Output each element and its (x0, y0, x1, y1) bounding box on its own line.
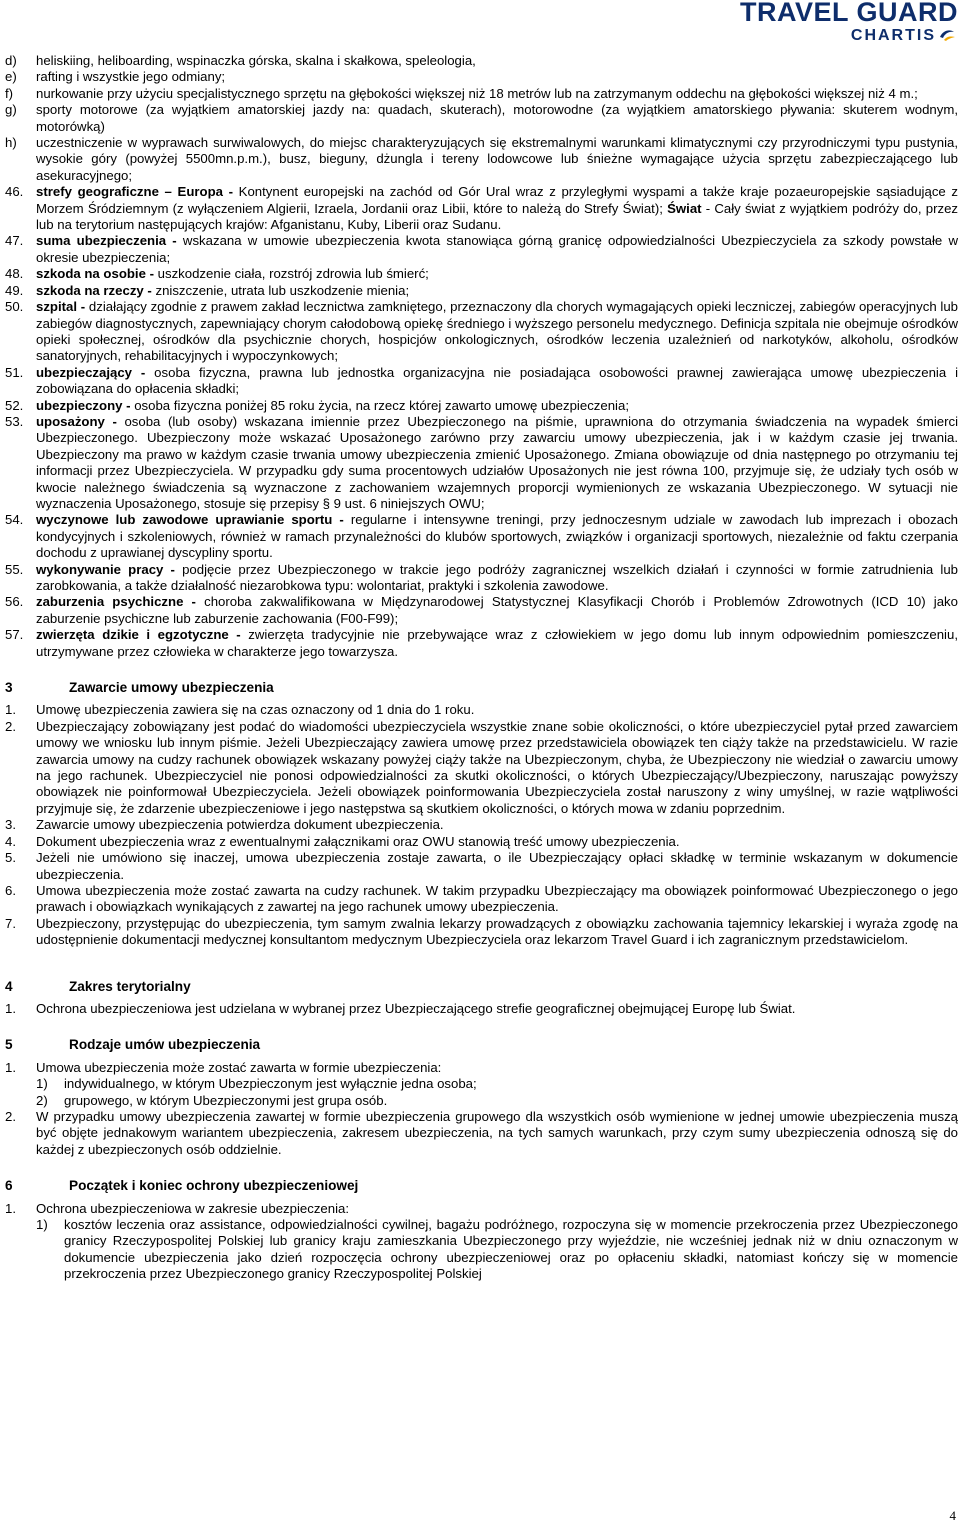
definition-term: uposażony - (36, 413, 117, 429)
list-item: 1. Ochrona ubezpieczeniowa w zakresie ubezpieczenia: (5, 1200, 350, 1216)
list-subitem: 1) indywidualnego, w którym Ubezpieczonym jest wyłącznie jedna osoba; (36, 1076, 477, 1092)
definition-term: wyczynowe lub zawodowe uprawianie sportu - (36, 512, 344, 528)
list-item: d) heliskiing, heliboarding, wspinaczka górska, skalna i skałkowa, speleologia, (5, 53, 476, 68)
definition-term: szkoda na rzeczy - (36, 282, 152, 298)
definition-item: 46. strefy geograficzne – Europa - Kontynent europejski na zachód od Gór Ural wraz z przyległymi wyspami a także kraje pozaeuropejskie sąsiadujące z Morzem Śródziemnym (z wyłączeniem Algierii, Izraela, Jordanii oraz Libii, które to należą do Strefy Świat); Świat - Cały świat z wyjątkiem podróży do, przez lub na terytorium następujących krajów: Afganistanu, Kuby, Liberii oraz Sudanu. (5, 184, 959, 233)
definition-item: 51. ubezpieczający - osoba fizyczna, prawna lub jednostka organizacyjna nie posiadająca osobowości prawnej zawierająca umowę ubezpieczenia i zobowiązana do opłacenia składki; (5, 364, 958, 397)
list-item: 6. Umowa ubezpieczenia może zostać zawarta na cudzy rachunek. W takim przypadku Ubezpieczający ma obowiązek poinformować Ubezpieczonego o jego prawach i obowiązkach wynikających z zawartej na jego rachunek umowy ubezpieczenia. (5, 882, 958, 915)
definitions-list (5, 184, 958, 660)
definition-term: ubezpieczający - (36, 364, 146, 380)
list-item: e) rafting i wszystkie jego odmiany; (5, 69, 226, 85)
definition-item: 52. ubezpieczony - osoba fizyczna poniżej 85 roku życia, na rzecz której zawarto umowę ubezpieczenia; (5, 397, 629, 413)
definition-term: suma ubezpieczenia - (36, 233, 177, 249)
section-heading-4: 4 Zakres terytorialny (5, 978, 191, 994)
list-subitem: 1) kosztów leczenia oraz assistance, odpowiedzialności cywilnej, bagażu podróżnego, rozpoczyna się w momencie przekroczenia przez Ubezpieczonego granicy Rzeczypospolitej Polskiej lub granicy kraju zamieszkania Ubezpieczonego przy wyjeździe, nie wcześniej jednak niż w dniu oznaczonym w dokumencie ubezpieczenia jako dzień rozpoczęcia ochrony ubezpieczeniowej oraz po opłaceniu składki, natomiast kończy się w momencie przekroczenia przez Ubezpieczonego granicy Rzeczypospolitej Polskiej (36, 1217, 958, 1282)
section-4-list (5, 1001, 958, 1017)
definition-term: Świat (667, 200, 702, 216)
chartis-swoosh-icon (938, 28, 956, 42)
section-6-list (5, 1201, 958, 1283)
definition-item: 47. suma ubezpieczenia - wskazana w umowie ubezpieczenia kwota stanowiąca górną granicę odpowiedzialności Ubezpieczyciela za szkody powstałe w okresie ubezpieczenia; (5, 233, 958, 265)
travel-guard-logo (740, 0, 958, 45)
definition-item: 53. uposażony - osoba (lub osoby) wskazana imiennie przez Ubezpieczonego na piśmie, uprawniona do otrzymania świadczenia na wypadek śmierci Ubezpieczonego. Ubezpieczony może wskazać Uposażonego zarówno przy zawarciu umowy ubezpieczenia, jak i w każdym czasie jej trwania. Ubezpieczony ma prawo w każdym czasie trwania umowy ubezpieczenia zmienić Uposażonego. Zmiana obowiązuje od dnia następnego po otrzymaniu tej informacji przez Ubezpieczyciela. W przypadku gdy suma procentowych udziałów Uposażonych nie jest równa 100, przyjmuje się, że udziały tych osób w kwocie należnego świadczenia są wyznaczone z zachowaniem wzajemnych proporcji wymienionych ze wskazania Ubezpieczonego. W sytuacji nie wyznaczenia Uposażonego, stosuje się przepisy § 9 ust. 6 niniejszych OWU; (5, 413, 959, 511)
section-5-list (5, 1060, 958, 1158)
definition-term: wykonywanie pracy - (36, 561, 175, 577)
definition-item: 50. szpital - działający zgodnie z prawem zakład lecznictwa zamkniętego, przeznaczony dla chorych wymagających opieki leczniczej, zabiegów operacyjnych lub zabiegów diagnostycznych, zapewniający chorym całodobową opiekę średniego i wyższego personelu medycznego. Definicja szpitala nie obejmuje ośrodków opieki społecznej, ośrodków dla psychicznie chorych, hospicjów onkologicznych, ośrodków leczenia uzależnień od narkotyków, alkoholu, ośrodków sanatoryjnych, rehabilitacyjnych i wypoczynkowych; (5, 299, 959, 364)
list-item: h) uczestniczenie w wyprawach surwiwalowych, do miejsc charakteryzujących się ekstremalnymi warunkami klimatycznymi czy przyrodniczymi typu pustynia, wysokie góry (powyżej 5500mn.p.m.), busz, bieguny, dżungla i tereny lodowcowe lub śnieżne wymagające użycia sprzętu zabezpieczającego lub asekuracyjnego; (5, 135, 958, 183)
list-item: 1. Ochrona ubezpieczeniowa jest udzielana w wybranej przez Ubezpieczającego strefie geograficznej obejmującej Europę lub Świat. (5, 1000, 796, 1016)
definition-term: ubezpieczony - (36, 397, 131, 413)
logo-title: TRAVEL GUARD (739, 0, 958, 27)
definition-item: 54. wyczynowe lub zawodowe uprawianie sportu - regularne i intensywne treningi, przy jednoczesnym udziale w zawodach lub imprezach i obozach kondycyjnych i szkoleniowych, również w ramach przynależności do klubów sportowych, związków i organizacji sportowych, niezależnie od faktu czerpania dochodu z uprawianej dyscypliny sportu. (5, 512, 959, 561)
list-item: 3. Zawarcie umowy ubezpieczenia potwierdza dokument ubezpieczenia. (5, 817, 444, 833)
definition-term: szpital - (36, 299, 86, 315)
definition-term: zwierzęta dzikie i egzotyczne - (36, 627, 241, 643)
list-item: 2. Ubezpieczający zobowiązany jest podać do wiadomości ubezpieczyciela wszystkie znane sobie okoliczności, o które ubezpieczyciel pytał przed zawarciem umowy we wniosku lub innym piśmie. Jeżeli Ubezpieczający zawiera umowę przez przedstawiciela obowiązek ten ciąży także na przedstawicielu. W razie zawarcia umowy na cudzy rachunek obowiązek wskazany powyżej ciąży także na Ubezpieczonym, chyba, że Ubezpieczony nie wiedział o zawarciu umowy na jego rachunek. Ubezpieczyciel nie ponosi odpowiedzialności za skutki okoliczności, o których Ubezpieczający/Ubezpieczony, naruszając powyższy obowiązek nie poinformował Ubezpieczyciela. Jeżeli obowiązek poinformowania Ubezpieczyciela został naruszony z winy umyślnej, w razie wątpliwości przyjmuje się, że zdarzenie ubezpieczeniowe i jego następstwa są skutkiem okoliczności, o których mowa w zdaniu poprzednim. (5, 718, 958, 816)
section-heading-6: 6 Początek i koniec ochrony ubezpieczeniowej (5, 1178, 359, 1194)
list-item: 1. Umowę ubezpieczenia zawiera się na czas oznaczony od 1 dnia do 1 roku. (5, 702, 475, 718)
list-item: f) nurkowanie przy użyciu specjalistycznego sprzętu na głębokości większej niż 18 metrów lub na zatrzymanym oddechu na głębokości większej niż 4 m.; (5, 85, 918, 101)
list-item: 1. Umowa ubezpieczenia może zostać zawarta w formie ubezpieczenia: (5, 1059, 442, 1075)
list-top (5, 53, 958, 184)
list-item: 4. Dokument ubezpieczenia wraz z ewentualnymi załącznikami oraz OWU stanowią treść umowy ubezpieczenia. (5, 833, 680, 849)
list-subitem: 2) grupowego, w którym Ubezpieczonymi jest grupa osób. (36, 1092, 388, 1108)
list-item: 7. Ubezpieczony, przystępując do ubezpieczenia, tym samym zwalnia lekarzy prowadzących z obowiązku zachowania tajemnicy lekarskiej i wyraża zgodę na udostępnienie dokumentacji medycznej konsultantom medycznym Ubezpieczyciela oraz lekarzom Travel Guard i ich zagranicznym przedstawicielom. (5, 915, 958, 948)
definition-item: 48. szkoda na osobie - uszkodzenie ciała, rozstrój zdrowia lub śmierć; (5, 266, 429, 282)
document-body (5, 53, 958, 1283)
list-item: 2. W przypadku umowy ubezpieczenia zawartej w formie ubezpieczenia grupowego dla wszystkich osób wymienione w jednej umowie ubezpieczenia muszą być objęte jednakowym wariantem ubezpieczenia, zakresem ubezpieczenia, na tych samych warunkach, przy czym sumy ubezpieczenia odnoszą się do każdej z ubezpieczonych osób oddzielnie. (5, 1108, 958, 1157)
definition-term: strefy geograficzne – Europa - (36, 184, 234, 200)
list-item: g) sporty motorowe (za wyjątkiem amatorskiej jazdy na: quadach, skuterach), motorowodne (za wyjątkiem amatorskiego pływania: skuterem wodnym, motorówką) (5, 102, 958, 134)
logo-subtitle: CHARTIS (850, 27, 936, 44)
section-heading-3: 3 Zawarcie umowy ubezpieczenia (5, 680, 274, 696)
section-3-list (5, 702, 958, 948)
definition-item: 57. zwierzęta dzikie i egzotyczne - zwierzęta tradycyjnie nie przebywające wraz z człowiekiem w jego domu lub innym odpowiednim pomieszczeniu, utrzymywane przez człowieka w charakterze jego towarzysza. (5, 627, 958, 659)
definition-item: 56. zaburzenia psychiczne - choroba zakwalifikowana w Międzynarodowej Statystycznej Klasyfikacji Chorób i Problemów Zdrowotnych (ICD 10) jako zaburzenie psychiczne lub zaburzenie zachowania (F00-F99); (5, 594, 958, 626)
definition-item: 55. wykonywanie pracy - podjęcie przez Ubezpieczonego w trakcie jego podróży zagranicznej wszelkich działań i czynności w formie zatrudnienia lub zarobkowania, a także działalność niezarobkowa typu: wolontariat, praktyki i szkolenia zawodowe. (5, 561, 958, 593)
page-number: 4 (949, 1508, 956, 1523)
definition-term: zaburzenia psychiczne - (36, 594, 196, 610)
section-heading-5: 5 Rodzaje umów ubezpieczenia (5, 1037, 261, 1053)
list-item: 5. Jeżeli nie umówiono się inaczej, umowa ubezpieczenia zostaje zawarta, o ile Ubezpieczający opłaci składkę w terminie wskazanym w dokumencie ubezpieczenia. (5, 850, 958, 882)
definition-term: szkoda na osobie - (36, 266, 154, 282)
definition-item: 49. szkoda na rzeczy - zniszczenie, utrata lub uszkodzenie mienia; (5, 282, 410, 298)
